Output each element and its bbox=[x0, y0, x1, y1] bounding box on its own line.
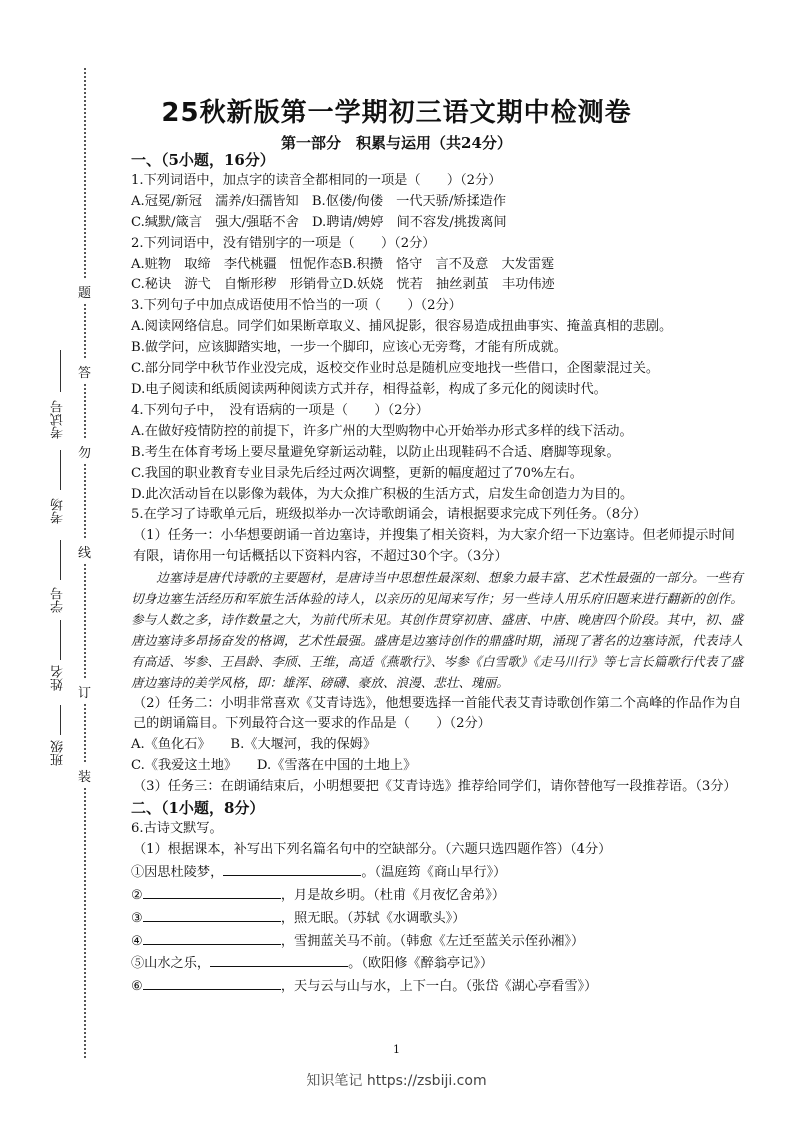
question-line: A.冠冕/新冠 濡养/妇孺皆知 B.伛偻/佝偻 一代天骄/矫揉造作 bbox=[131, 193, 507, 209]
question-content bbox=[131, 150, 743, 998]
student-id-label: 学号 bbox=[51, 587, 66, 613]
question-line: A.在做好疫情防控的前提下，许多广州的大型购物中心开始举办形式多样的线下活动。 bbox=[131, 423, 633, 439]
name-label: 姓名 bbox=[51, 665, 66, 691]
answer-blank[interactable] bbox=[143, 884, 281, 899]
question-line: C.秘诀 游弋 自惭形秽 形销骨立D.妖娆 恍若 抽丝剥茧 丰功伟迹 bbox=[131, 277, 555, 293]
task-1: （1）任务一：小华想要朗诵一首边塞诗，并搜集了相关资料，为大家介绍一下边塞诗。但老师提示时间有限，请你用一句话概括以下资料内容，不超过30个字。（3分） bbox=[133, 528, 735, 565]
binding-dotted-line bbox=[84, 68, 86, 1058]
task-2-options-ab: A.《鱼化石》 B.《大堰河，我的保姆》 bbox=[131, 737, 377, 753]
poem-fill-item-2: ② ，月是故乡明。（杜甫《月夜忆舍弟》） bbox=[131, 884, 743, 907]
question-line: D.电子阅读和纸质阅读两种阅读方式并存，相得益彰，构成了多元化的阅读时代。 bbox=[131, 381, 607, 397]
question-line: B.做学问，应该脚踏实地，一步一个脚印，应该心无旁骛，才能有所成就。 bbox=[131, 340, 567, 356]
question-line: B.考生在体育考场上要尽量避免穿新运动鞋，以防止出现鞋码不合适、磨脚等现象。 bbox=[131, 444, 620, 460]
answer-blank[interactable] bbox=[143, 907, 281, 922]
answer-blank[interactable] bbox=[210, 952, 348, 967]
page-title: 25秋新版第一学期初三语文期中检测卷 bbox=[161, 98, 632, 128]
seal-word-ti: 题 bbox=[78, 280, 91, 303]
question-line: C.我国的职业教育专业目录先后经过两次调整，更新的幅度超过了70%左右。 bbox=[131, 465, 583, 481]
reading-passage: 边塞诗是唐代诗歌的主要题材，是唐诗当中思想性最深刻、想象力最丰富、艺术性最强的一部分。一些有切身边塞生活经历和军旅生活体验的诗人，以亲历的见闻来写作；另一些诗人用乐府旧题来进行翻新的创作。参与人数之多，诗作数量之大，为前代所未见。其创作贯穿初唐、盛唐、中唐、晚唐四个阶段。其中，初、盛唐边塞诗多昂扬奋发的格调，艺术性最强。盛唐是边塞诗创作的鼎盛时期，涌现了著名的边塞诗派，代表诗人有高适、岑参、王昌龄、李颀、王维，高适《燕歌行》、岑参《白雪歌》《走马川行》等七言长篇歌行代表了盛唐边塞诗的美学风格，即：雄浑、磅礴、豪放、浪漫、悲壮、瑰丽。 bbox=[131, 570, 743, 690]
question-line: 2.下列词语中，没有错别字的一项是（ ）（2分） bbox=[131, 235, 436, 251]
question-line: A.阅读网络信息。同学们如果断章取义、捕风捉影，很容易造成扭曲事实、掩盖真相的悲剧。 bbox=[131, 319, 673, 335]
question-line: C.部分同学中秋节作业没完成，返校交作业时总是随机应变地找一些借口，企图蒙混过关。 bbox=[131, 361, 660, 377]
page-number: 1 bbox=[393, 1043, 400, 1056]
question-6: 6.古诗文默写。 bbox=[131, 821, 223, 836]
poem-fill-item-1: ①因思杜陵梦， 。（温庭筠《商山早行》） bbox=[131, 861, 743, 884]
question-line: 4.下列句子中， 没有语病的一项是（ ）（2分） bbox=[131, 402, 429, 418]
class-underline bbox=[60, 705, 61, 735]
seal-word-zhuang: 装 bbox=[78, 764, 91, 787]
poem-fill-item-5: ⑤山水之乐， 。（欧阳修《醉翁亭记》） bbox=[131, 952, 743, 975]
exam-number-label: 考试号 bbox=[51, 400, 66, 439]
poem-fill-item-6: ⑥ ，天与云与山与水，上下一白。（张岱《湖心亭看雪》） bbox=[131, 975, 743, 998]
seal-word-da: 答 bbox=[78, 360, 91, 383]
poem-fill-item-4: ④ ，雪拥蓝关马不前。（韩愈《左迁至蓝关示侄孙湘》） bbox=[131, 930, 743, 953]
part-subtitle: 第一部分 积累与运用（共24分） bbox=[281, 134, 512, 152]
question-line: D.此次活动旨在以影像为载体，为大众推广积极的生活方式，启发生命创造力为目的。 bbox=[131, 486, 634, 502]
question-line: 1.下列词语中，加点字的读音全都相同的一项是（ ）（2分） bbox=[131, 172, 502, 188]
question-line: 3.下列句子中加点成语使用不恰当的一项（ ）（2分） bbox=[131, 298, 462, 314]
exam-room-label: 考场 bbox=[51, 498, 66, 524]
id-underline bbox=[60, 540, 61, 580]
answer-blank[interactable] bbox=[143, 975, 281, 990]
exam-number-underline bbox=[60, 350, 61, 392]
task-2-options-cd: C.《我爱这土地》 D.《雪落在中国的土地上》 bbox=[131, 758, 417, 774]
task-2: （2）任务二：小明非常喜欢《艾青诗选》，他想要选择一首能代表艾青诗歌创作第二个高峰的作品作为自己的朗诵篇目。下列最符合这一要求的作品是（ ）（2分） bbox=[133, 695, 742, 732]
poem-fill-item-3: ③ ，照无眠。（苏轼《水调歌头》） bbox=[131, 907, 743, 930]
seal-word-wu: 勿 bbox=[78, 440, 91, 463]
question-line: C.缄默/箴言 强大/强聒不舍 D.聘请/娉婷 间不容发/挑拨离间 bbox=[131, 214, 507, 230]
name-underline bbox=[60, 620, 61, 660]
seal-word-xian: 线 bbox=[78, 540, 91, 563]
seal-word-ding: 订 bbox=[78, 680, 91, 703]
question-line: A.赃物 取缔 李代桃疆 忸怩作态B.积攒 恪守 言不及意 大发雷霆 bbox=[131, 256, 555, 272]
class-label: 班级 bbox=[51, 740, 66, 766]
question-6-intro: （1）根据课本，补写出下列名篇名句中的空缺部分。（六题只选四题作答）（4分） bbox=[133, 841, 612, 857]
section-heading-1: 一、（5小题，16分） bbox=[131, 151, 275, 169]
answer-blank[interactable] bbox=[143, 930, 281, 945]
question-line: 5.在学习了诗歌单元后，班级拟举办一次诗歌朗诵会，请根据要求完成下列任务。（8分） bbox=[131, 507, 647, 523]
room-underline bbox=[60, 450, 61, 490]
watermark-footer: 知识笔记 https://zsbiji.com bbox=[306, 1073, 487, 1089]
section-heading-2: 二、（1小题，8分） bbox=[131, 799, 265, 818]
answer-blank[interactable] bbox=[223, 861, 361, 876]
task-3: （3）任务三：在朗诵结束后，小明想要把《艾青诗选》推荐给同学们，请你替他写一段推荐语。（3分） bbox=[133, 779, 737, 795]
